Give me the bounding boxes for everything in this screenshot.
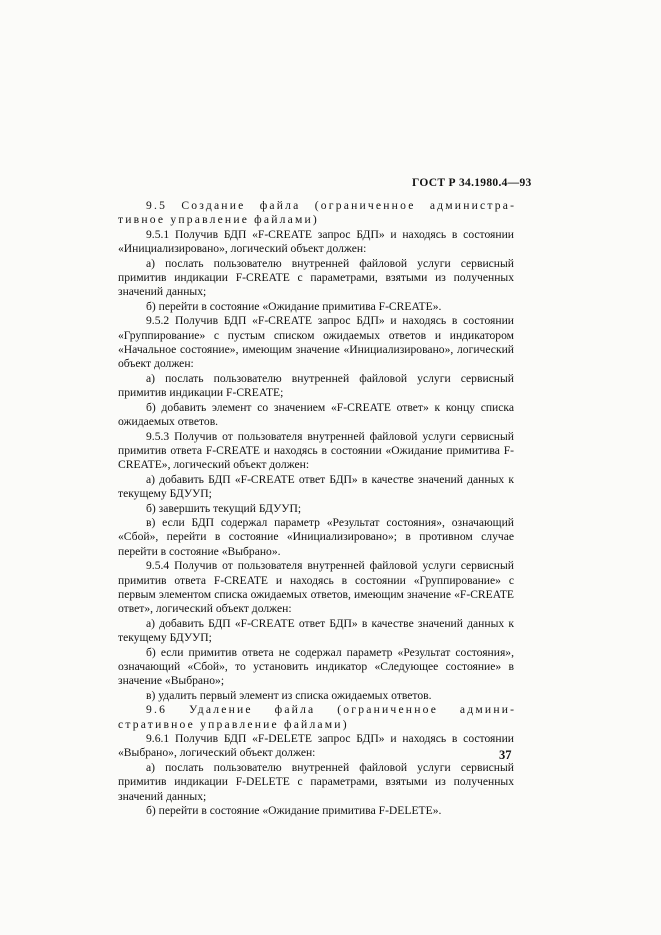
list-item: в) если БДП содержал параметр «Результат состояния», означающий «Сбой», перейти в состояние «Инициализировано»; в противном случае перейти в состояние «Выбрано». — [118, 515, 514, 558]
list-item: а) добавить БДП «F-CREATE ответ БДП» в качестве значений данных к текущему БДУУП; — [118, 472, 514, 501]
paragraph-9-5-1: 9.5.1 Получив БДП «F-CREATE запрос БДП» и находясь в состоянии «Инициализировано», логический объект должен: — [118, 227, 514, 256]
list-item: б) завершить текущий БДУУП; — [146, 501, 302, 515]
list-item: а) послать пользователю внутренней файловой услуги сервисный примитив индикации F-CREATE; — [118, 371, 514, 400]
paragraph-9-5-4: 9.5.4 Получив от пользователя внутренней файловой услуги сервисный примитив ответа F-CREATE и находясь в состоянии «Группирование» с первым элементом списка ожидаемых ответов, имеющим значение «F-CREATE ответ», логический объект должен: — [118, 559, 514, 616]
list-item: в) удалить первый элемент из списка ожидаемых ответов. — [146, 688, 432, 702]
list-item: б) перейти в состояние «Ожидание примитива F-DELETE». — [146, 804, 442, 818]
page-number: 37 — [499, 748, 512, 762]
list-item: а) послать пользователю внутренней файловой услуги сервисный примитив индикации F-CREATE с параметрами, взятыми из полученных значений данных; — [118, 256, 514, 299]
standard-header: ГОСТ Р 34.1980.4—93 — [412, 177, 532, 189]
list-item: а) добавить БДП «F-CREATE ответ БДП» в качестве значений данных к текущему БДУУП; — [118, 616, 514, 645]
paragraph-9-5-3: 9.5.3 Получив от пользователя внутренней файловой услуги сервисный примитив ответа F-CREATE и находясь в состоянии «Ожидание примитива F-CREATE», логический объект должен: — [118, 429, 514, 472]
list-item: б) добавить элемент со значением «F-CREATE ответ» к концу списка ожидаемых ответов. — [118, 400, 514, 429]
paragraph-9-6-1: 9.6.1 Получив БДП «F-DELETE запрос БДП» и находясь в состоянии «Выбрано», логический объект должен: — [118, 732, 514, 760]
section-heading-9-6: 9.6 Удаление файла (ограниченное административное управление файлами) — [118, 703, 514, 731]
list-item: б) если примитив ответа не содержал параметр «Результат состояния», означающий «Сбой», то установить индикатор «Следующее состояние» в значение «Выбрано»; — [118, 645, 514, 688]
list-item: б) перейти в состояние «Ожидание примитива F-CREATE». — [146, 299, 442, 313]
document-body — [118, 199, 514, 818]
list-item: а) послать пользователю внутренней файловой услуги сервисный примитив индикации F-DELETE с параметрами, взятыми из полученных значений данных; — [118, 760, 514, 803]
section-heading-9-5: 9.5 Создание файла (ограниченное административное управление файлами) — [118, 199, 514, 227]
paragraph-9-5-2: 9.5.2 Получив БДП «F-CREATE запрос БДП» и находясь в состоянии «Группирование» с пустым списком ожидаемых ответов и индикатором «Начальное состояние», имеющим значение «Инициализировано», логический объект должен: — [118, 314, 514, 371]
